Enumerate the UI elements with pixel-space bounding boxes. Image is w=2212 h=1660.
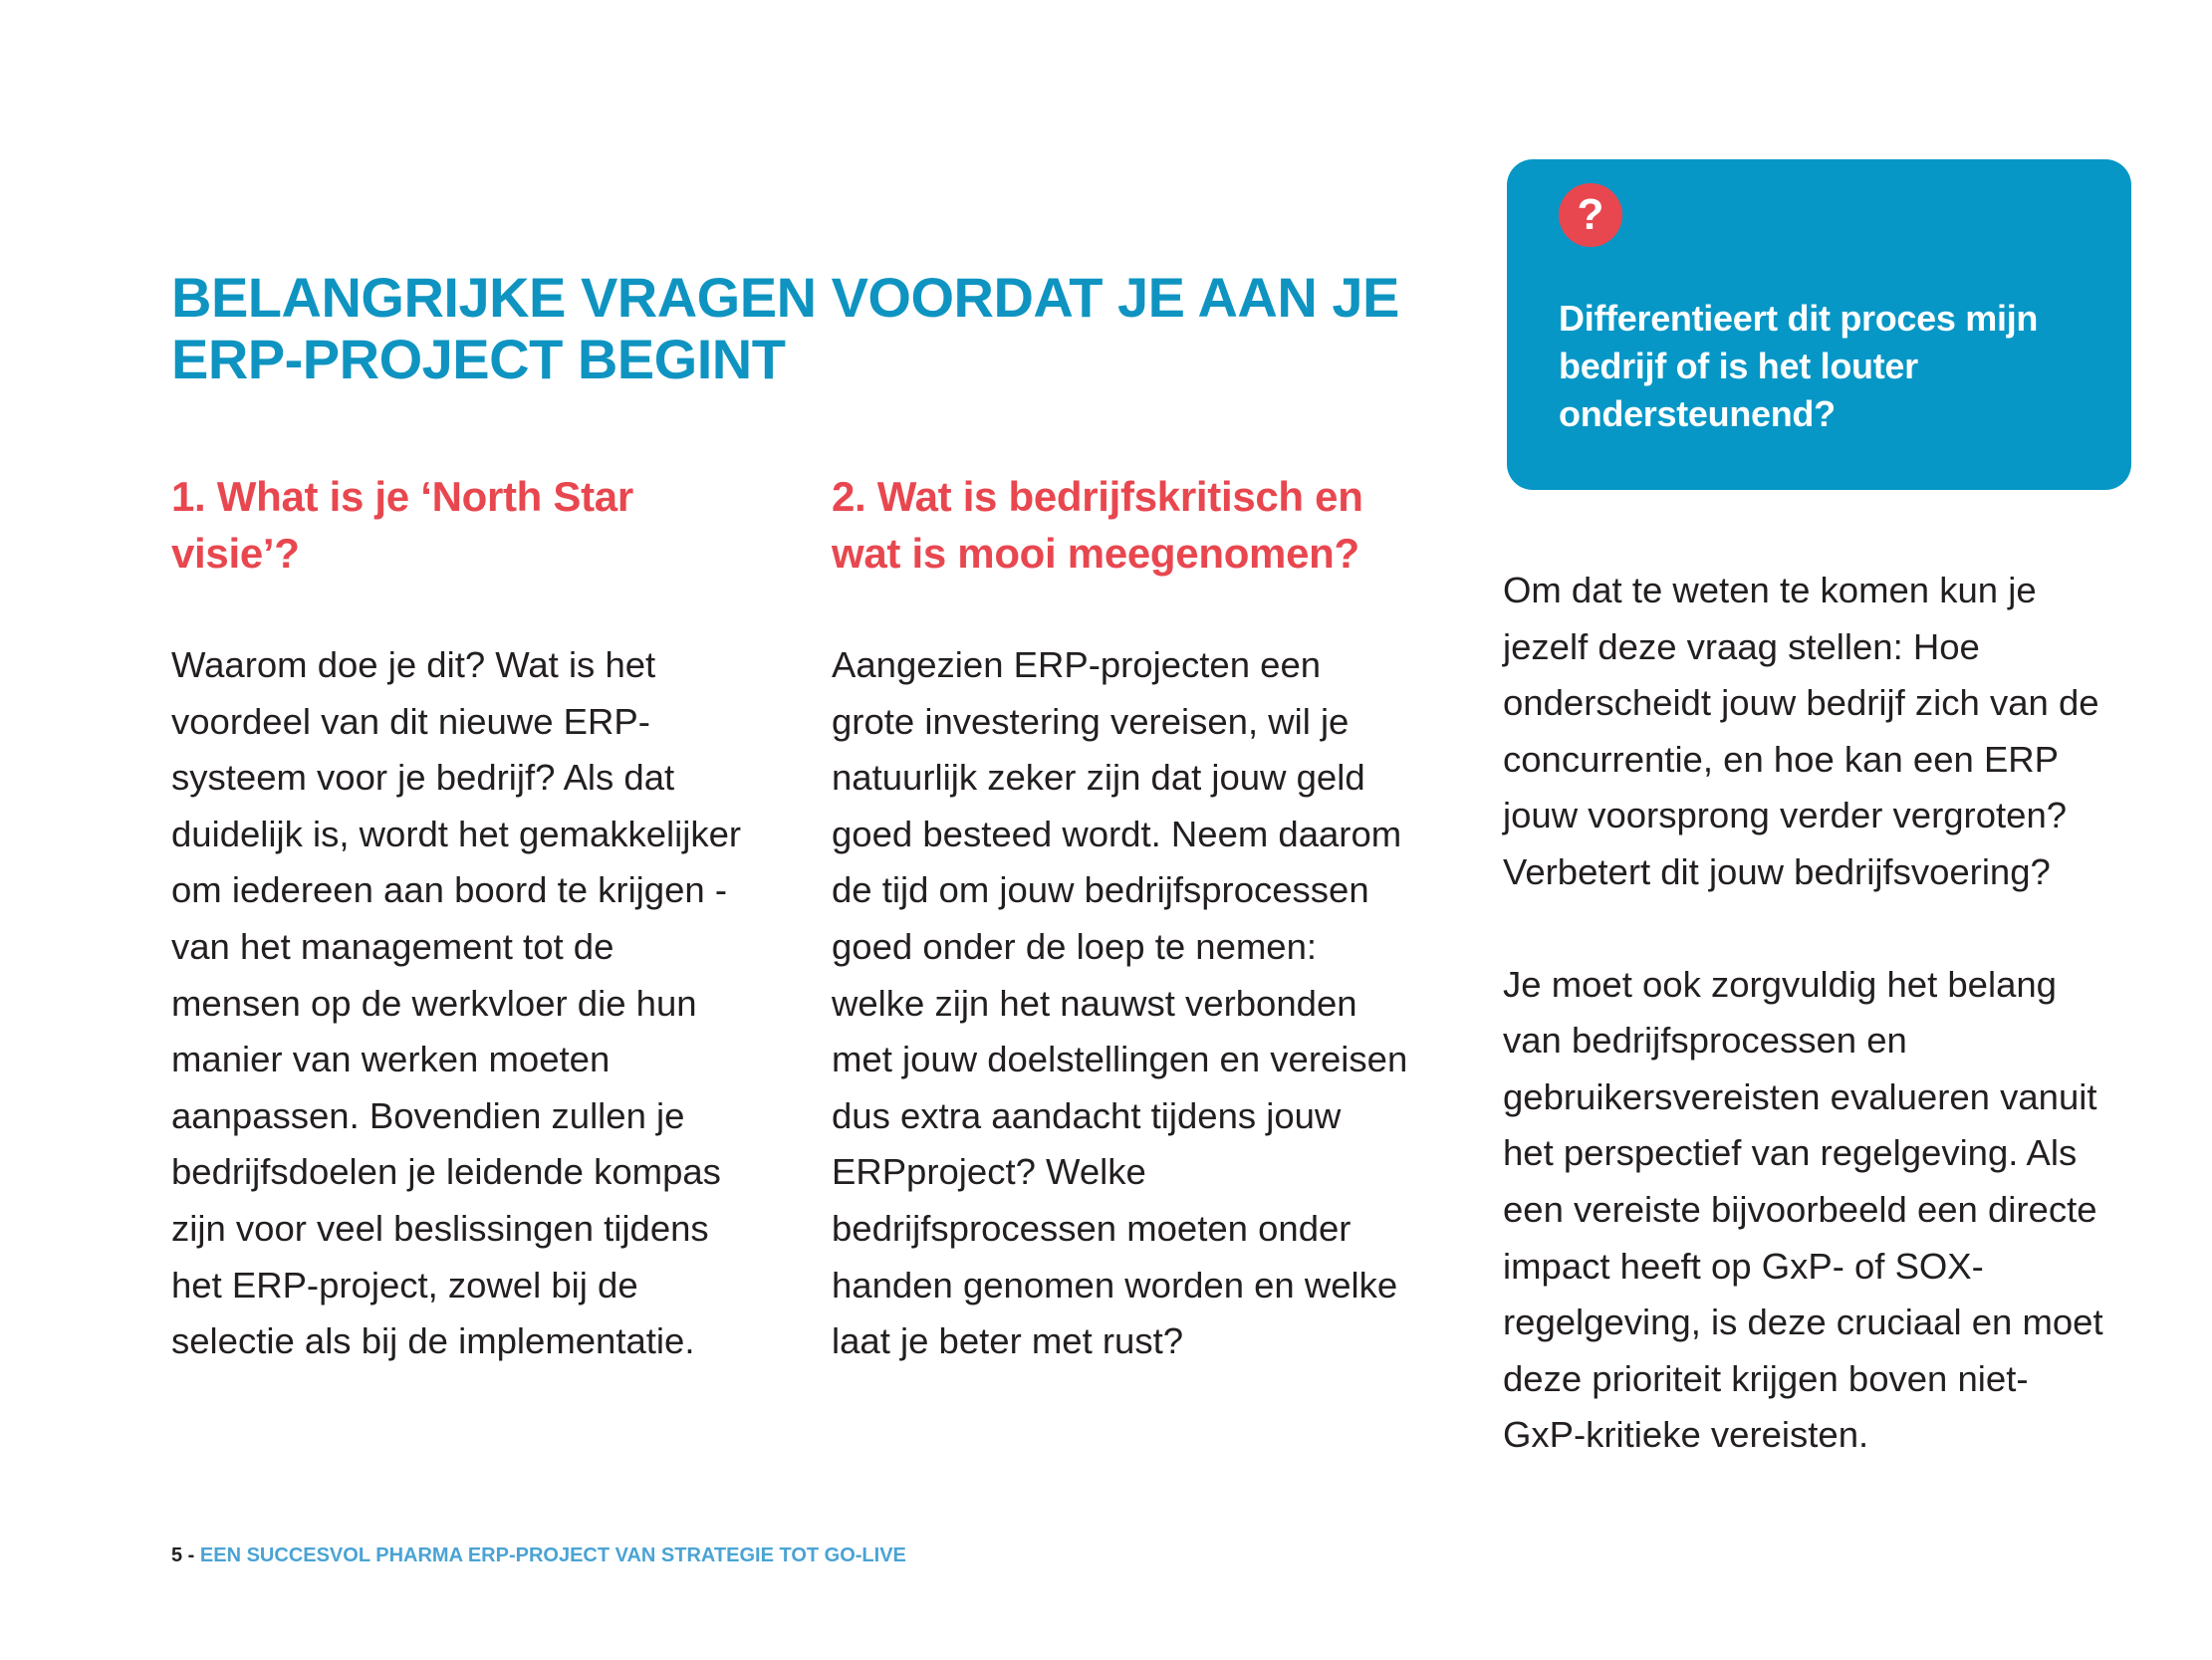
footer-separator: - [182,1544,200,1566]
question-heading-1: 1. What is je ‘North Star visie’? [171,473,633,577]
right-paragraph-2: Je moet ook zorgvuldig het belang van bedrijfsprocessen en gebruikersvereisten evalueren vanuit het perspectief van regelgeving. Als een vereiste bijvoorbeeld een directe impact heeft op GxP- of SOX-regelgeving, is deze cruciaal en moet deze prioriteit krijgen boven niet-GxP-kritieke vereisten. [1503,963,2103,1456]
question-column-1 [171,468,749,1370]
question-heading-2: 2. Wat is bedrijfskritisch en wat is mooi meegenomen? [832,473,1363,577]
callout-box [1507,159,2131,490]
right-paragraph-1: Om dat te weten te komen kun je jezelf deze vraag stellen: Hoe onderscheidt jouw bedrijf zich van de concurrentie, en hoe kan een ERP jouw voorsprong verder vergroten? Verbetert dit jouw bedrijfsvoering? [1503,570,2099,892]
right-column [1503,563,2110,1464]
question-body-1: Waarom doe je dit? Wat is het voordeel van dit nieuwe ERP-systeem voor je bedrijf? Als dat duidelijk is, wordt het gemakkelijker om iedereen aan boord te krijgen - van het management tot de mensen op de werkvloer die hun manier van werken moeten aanpassen. Bovendien zullen je bedrijfsdoelen je leidende kompas zijn voor veel beslissingen tijdens het ERP-project, zowel bij de selectie als bij de implementatie. [171,644,742,1362]
page-title: BELANGRIJKE VRAGEN VOORDAT JE AAN JE ERP-PROJECT BEGINT [171,266,1399,390]
page-number: 5 [171,1544,183,1566]
footer-document-title: EEN SUCCESVOL PHARMA ERP-PROJECT VAN STRATEGIE TOT GO-LIVE [199,1544,906,1566]
question-body-2: Aangezien ERP-projecten een grote investering vereisen, wil je natuurlijk zeker zijn dat jouw geld goed besteed wordt. Neem daarom de tijd om jouw bedrijfsprocessen goed onder de loep te nemen: welke zijn het nauwst verbonden met jouw doelstellingen en vereisen dus extra aandacht tijdens jouw ERPproject? Welke bedrijfsprocessen moeten onder handen genomen worden en welke laat je beter met rust? [832,644,1408,1362]
question-mark-icon: ? [1559,183,1622,247]
callout-text: Differentieert dit proces mijn bedrijf of is het louter ondersteunend? [1559,298,2039,434]
question-column-2 [832,468,1409,1370]
page-footer [171,1542,906,1568]
